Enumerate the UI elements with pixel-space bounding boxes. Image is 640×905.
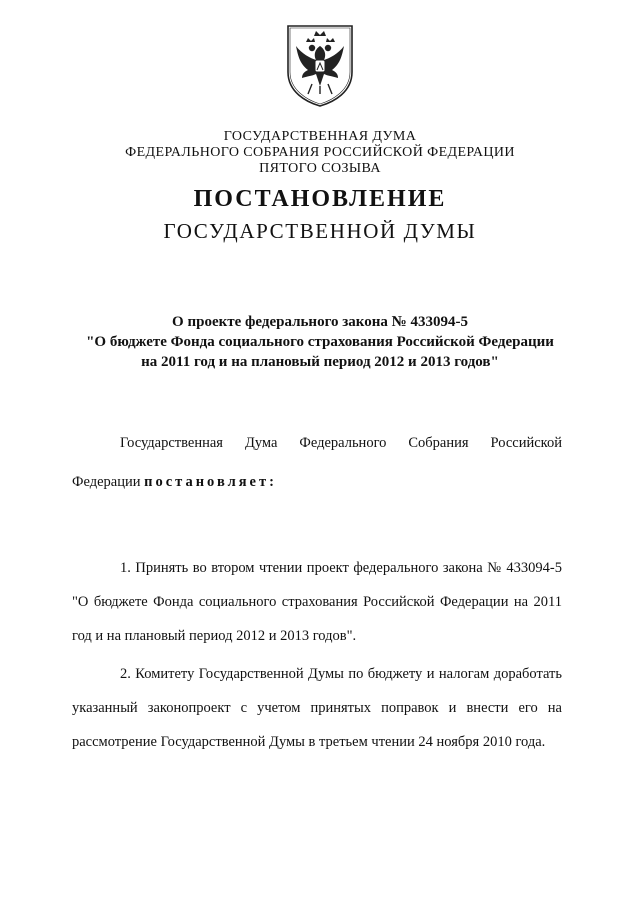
header-line-duma: ГОСУДАРСТВЕННАЯ ДУМА — [223, 129, 417, 144]
intro-text: Государственная Дума Федерального Собрания Российской — [120, 435, 562, 451]
subject-line-1: О проекте федерального закона № 433094-5 — [172, 314, 468, 330]
double-headed-eagle-icon — [284, 22, 356, 108]
document-subtitle: ГОСУДАРСТВЕННОЙ ДУМЫ — [163, 219, 477, 243]
document-subject — [0, 312, 640, 372]
subject-line-3: на 2011 год и на плановый период 2012 и 2013 годов" — [141, 354, 499, 370]
document-header — [0, 129, 640, 177]
resolution-item-1: 1. Принять во втором чтении проект федерального закона № 433094-5 "О бюджете Фонда социального страхования Российской Федерации на 2011 год и на плановый период 2012 и 2013 годов". — [72, 560, 562, 644]
intro-federation: Федерации — [72, 474, 141, 490]
header-line-convocation: ПЯТОГО СОЗЫВА — [259, 161, 381, 176]
resolution-item-2: 2. Комитету Государственной Думы по бюджету и налогам доработать указанный законопроект с учетом принятых поправок и внести его на рассмотрение Государственной Думы в третьем чтении 24 ноября 2010 года. — [72, 666, 562, 750]
intro-verb: постановляет: — [144, 474, 277, 490]
intro-line-2 — [72, 465, 562, 499]
subject-line-2: "О бюджете Фонда социального страхования Российской Федерации — [86, 334, 554, 350]
document-title: ПОСТАНОВЛЕНИЕ — [193, 186, 447, 212]
header-line-assembly: ФЕДЕРАЛЬНОГО СОБРАНИЯ РОССИЙСКОЙ ФЕДЕРАЦИИ — [125, 145, 515, 160]
